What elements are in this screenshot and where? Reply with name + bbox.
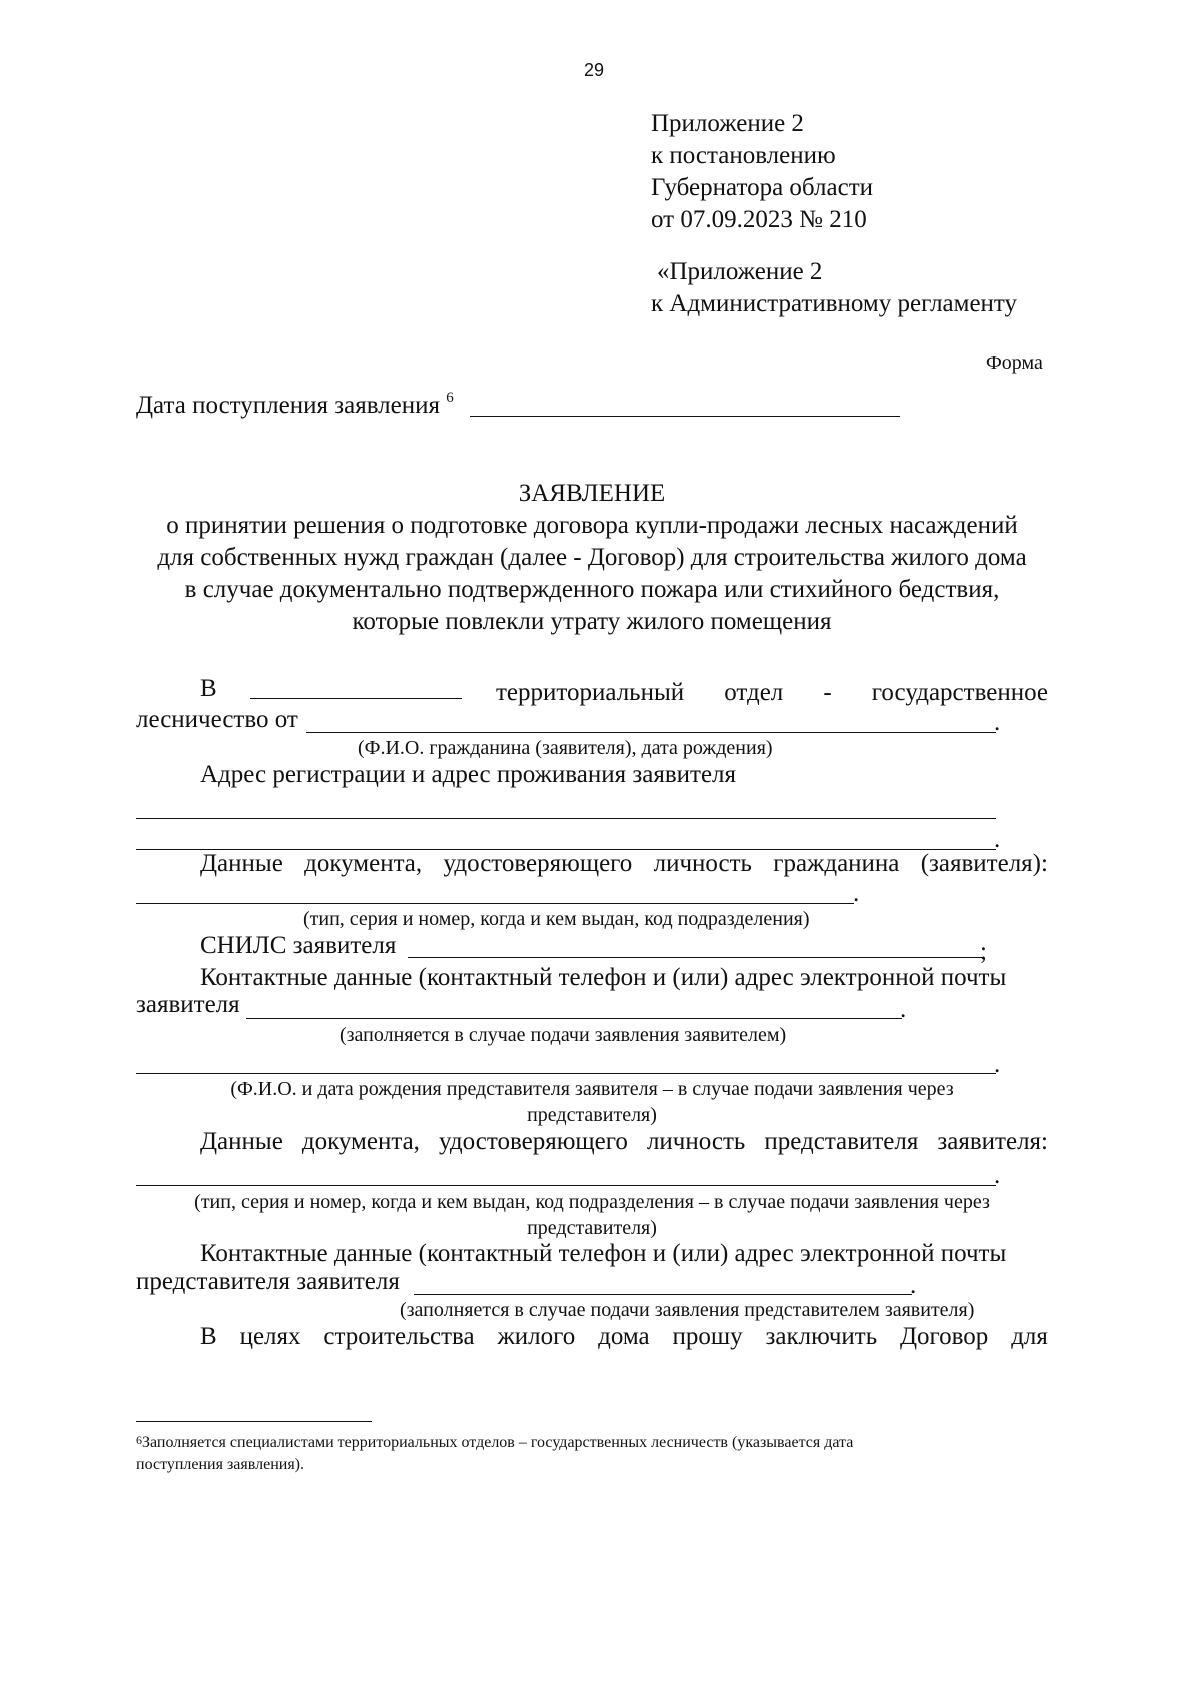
word: заключить — [765, 1323, 878, 1350]
appendix-line: Губернатора области — [651, 174, 873, 201]
subtitle-line: в случае документально подтвержденного пожара или стихийного бедствия, — [184, 576, 1000, 603]
appendix-regulation-block — [651, 256, 1017, 320]
representative-id-label — [200, 1126, 1048, 1158]
hint-line: представителя) — [527, 1217, 657, 1239]
document-title: ЗАЯВЛЕНИЕ — [518, 480, 666, 507]
id-document-field[interactable] — [136, 903, 854, 904]
appendix-line: от 07.09.2023 № 210 — [651, 206, 867, 233]
purpose-text — [200, 1321, 1048, 1353]
word: Договор — [899, 1323, 989, 1350]
snils-label: СНИЛС заявителя — [200, 932, 397, 959]
word: строительства — [323, 1323, 475, 1350]
word: документа, — [301, 1128, 420, 1155]
page-number: 29 — [584, 60, 605, 80]
appendix-regulation-line: «Приложение 2 — [657, 258, 823, 285]
id-hint: (тип, серия и номер, когда и кем выдан, код подразделения) — [303, 908, 810, 930]
appendix-line: Приложение 2 — [651, 110, 804, 137]
subtitle-line: о принятии решения о подготовке договора купли-продажи лесных насаждений — [166, 512, 1018, 539]
representative-hint — [136, 1076, 1048, 1128]
word: отдел — [724, 679, 784, 706]
word: Данные — [200, 1128, 283, 1155]
subtitle-line: для собственных нужд граждан (далее - Договор) для строительства жилого дома — [157, 544, 1027, 571]
footnote-line: поступления заявления). — [136, 1456, 304, 1473]
word: документа, — [304, 850, 423, 877]
appendix-block — [651, 108, 873, 236]
from-hint: (Ф.И.О. гражданина (заявителя), дата рождения) — [358, 737, 773, 759]
address-label: Адрес регистрации и адрес проживания заявителя — [200, 761, 737, 788]
contact-line-1: Контактные данные (контактный телефон и (или) адрес электронной почты — [200, 964, 1007, 991]
footnote-mark: 6 — [446, 390, 454, 406]
word: удостоверяющего — [443, 850, 633, 877]
receipt-date-field[interactable] — [470, 416, 900, 417]
word: прошу — [672, 1323, 743, 1350]
snils-field[interactable] — [408, 957, 982, 958]
hint-line: (тип, серия и номер, когда и кем выдан, код подразделения – в случае подачи заявления через — [194, 1191, 990, 1213]
representative-contact-line-2: представителя заявителя — [136, 1268, 400, 1295]
representative-id-field[interactable] — [136, 1185, 996, 1186]
word: дома — [598, 1323, 650, 1350]
footnote-line: Заполняется специалистами территориальных отделов – государственных лесничеств (указывается дата — [142, 1434, 854, 1451]
word: личность — [653, 850, 752, 877]
word: Данные — [200, 850, 283, 877]
word: государственное — [871, 679, 1048, 706]
word: для — [1011, 1323, 1048, 1350]
footnote-separator — [136, 1421, 372, 1422]
appendix-regulation-line: к Административному регламенту — [651, 290, 1018, 317]
document-subtitle — [136, 510, 1048, 638]
representative-contact-field[interactable] — [414, 1294, 912, 1295]
representative-id-hint — [136, 1189, 1048, 1241]
footnote-mark: 6 — [136, 1433, 142, 1447]
word: гражданина — [773, 850, 900, 877]
appendix-line: к постановлению — [651, 142, 836, 169]
contact-line-2: заявителя — [136, 991, 240, 1018]
word: заявителя: — [937, 1128, 1048, 1155]
receipt-date-label — [136, 390, 454, 422]
id-document-label — [200, 848, 1048, 880]
representative-contact-hint: (заполняется в случае подачи заявления представителем заявителя) — [400, 1299, 975, 1321]
representative-contact-line-1: Контактные данные (контактный телефон и (или) адрес электронной почты — [200, 1240, 1007, 1267]
hint-line: представителя) — [527, 1104, 657, 1126]
hint-line: (Ф.И.О. и дата рождения представителя заявителя – в случае подачи заявления через — [230, 1078, 954, 1100]
word: - — [823, 679, 832, 706]
subtitle-line: которые повлекли утрату жилого помещения — [352, 608, 832, 635]
word: В — [200, 1323, 217, 1350]
footnote — [136, 1432, 853, 1476]
receipt-date-text: Дата поступления заявления — [136, 392, 441, 419]
word: территориальный — [496, 679, 685, 706]
address-field-1[interactable] — [136, 818, 996, 819]
document-page: 29 Приложение 2 к постановлению Губернатора области от 07.09.2023 № 210 «Приложение 2 к Административному регламенту Форма Дата поступления заявления $^6$ ЗАЯВЛЕНИЕ о принятии решения о подготовке договора купли-продажи лесных насаждений для собственных нужд граждан (далее - Договор) для строительства жилого дома в случае документально подтвержденного пожара или стихийного бедствия, которые повлекли утрату жилого помещения В территориальный отдел - государственное лесничество от . (Ф.И.О. гражданина (заявителя), дата рождения) Адрес регистрации и адрес проживания заявителя . Данные документа, удостоверяющего личность гражданина (заявителя): . (тип, серия и номер, когда и кем выдан, код подразделения) СНИЛС заявителя ; Контактные данные (контактный телефон и (или) адрес электронной почты заявителя . (заполняется в случае подачи заявления заявителем) . (Ф.И.О. и дата рождения представителя заявителя – в случае подачи заявления через представителя) Данные документа, удостоверяющего личность представителя заявителя: . (тип, серия и номер, когда и кем выдан, код подразделения – в случае подачи заявления через представителя) Контактные данные (контактный телефон и (или) адрес электронной почты представителя заявителя . (заполняется в случае подачи заявления представителем заявителя) В целях строительства жилого дома прошу заключить Договор для $^6$Заполняется специалистами территориальных отделов – государственных лесничеств (указывается дата поступления заявления). — [0, 0, 1200, 1697]
word: (заявителя): — [920, 850, 1048, 877]
word: жилого — [497, 1323, 576, 1350]
applicant-name-field[interactable] — [306, 732, 996, 733]
word: удостоверяющего — [439, 1128, 628, 1155]
to-prefix: В — [200, 675, 217, 702]
word: целях — [239, 1323, 301, 1350]
word: личность — [646, 1128, 746, 1155]
word: представителя — [764, 1128, 919, 1155]
form-label: Форма — [986, 352, 1043, 374]
department-field[interactable] — [250, 698, 462, 699]
representative-name-field[interactable] — [136, 1073, 996, 1074]
from-label: лесничество от — [136, 706, 298, 733]
contact-hint: (заполняется в случае подачи заявления заявителем) — [340, 1024, 787, 1046]
contact-field[interactable] — [246, 1018, 902, 1019]
to-words — [496, 677, 1048, 709]
